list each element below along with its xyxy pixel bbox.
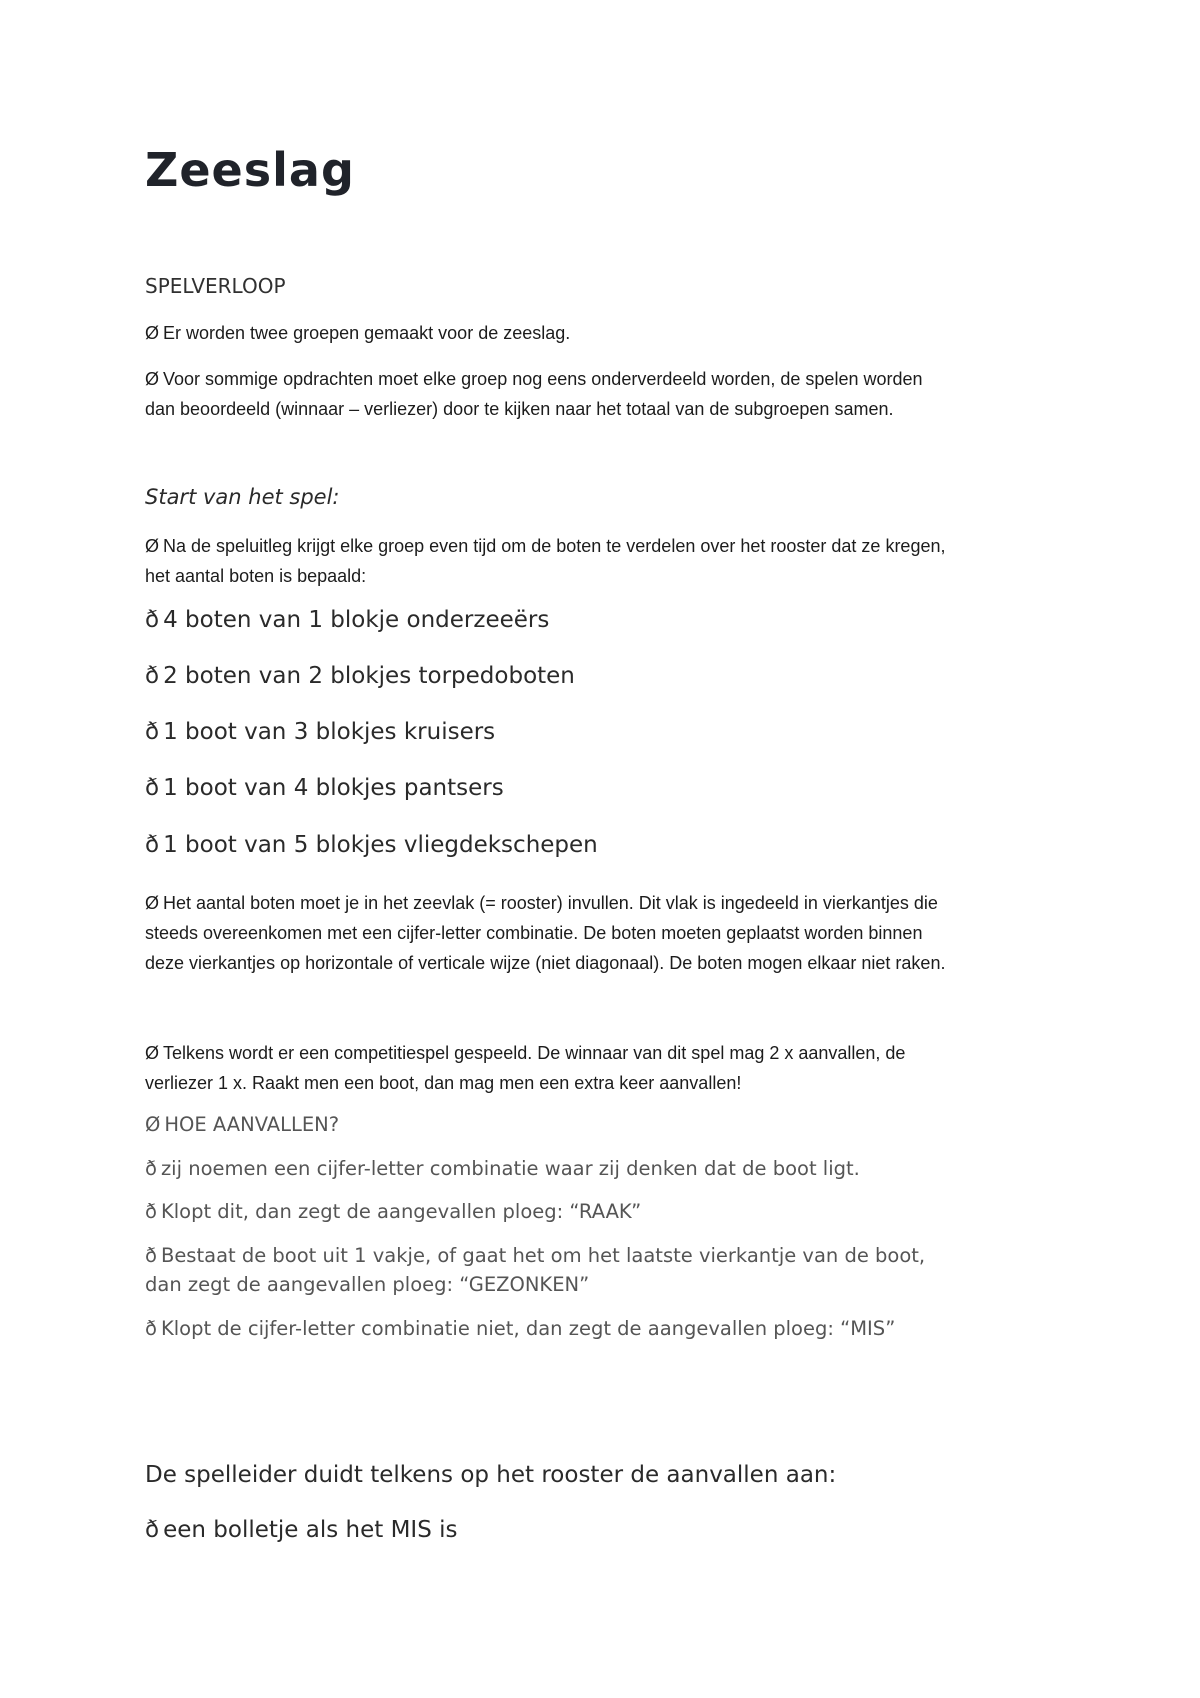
bullet-marker: Ø (145, 369, 160, 389)
attack-heading-text: HOE AANVALLEN? (164, 1113, 340, 1136)
bullet-marker: Ø (145, 1043, 160, 1063)
start-heading: Start van het spel: (145, 485, 340, 509)
start-bullet-line-2: het aantal boten is bepaald: (145, 566, 367, 586)
competition-bullet-text-1: Telkens wordt er een competitiespel gespeeld. De winnaar van dit spel mag 2 x aanvallen, de (163, 1043, 906, 1063)
intro-bullet-2-line-2: dan beoordeeld (winnaar – verliezer) door te kijken naar het totaal van de subgroepen samen. (145, 399, 894, 419)
intro-bullet-1 (145, 318, 570, 348)
attack-item-1 (145, 1154, 860, 1183)
section-heading: SPELVERLOOP (145, 274, 286, 298)
arrow-bullet-icon: ð (145, 775, 160, 801)
bullet-marker: Ø (145, 536, 160, 556)
arrow-bullet-icon: ð (145, 1244, 157, 1267)
arrow-bullet-icon: ð (145, 719, 160, 745)
boat-item-4 (145, 772, 504, 804)
document-title: Zeeslag (145, 143, 355, 197)
attack-item-4 (145, 1314, 895, 1343)
bullet-marker: Ø (145, 893, 160, 913)
arrow-bullet-icon: ð (145, 1317, 157, 1340)
attack-item-text: Klopt dit, dan zegt de aangevallen ploeg: “RAAK” (160, 1200, 642, 1223)
boat-item-text: 1 boot van 3 blokjes kruisers (163, 719, 496, 745)
grid-bullet-text-1: Het aantal boten moet je in het zeevlak (= rooster) invullen. Dit vlak is ingedeeld in vierkantjes die (163, 893, 938, 913)
boat-item-1 (145, 604, 549, 636)
boat-item-3 (145, 716, 495, 748)
leader-bullet-text: een bolletje als het MIS is (163, 1517, 458, 1543)
leader-line: De spelleider duidt telkens op het rooster de aanvallen aan: (145, 1462, 837, 1488)
bullet-marker: Ø (145, 323, 160, 343)
arrow-bullet-icon: ð (145, 832, 160, 858)
attack-item-text: Bestaat de boot uit 1 vakje, of gaat het om het laatste vierkantje van de boot, (160, 1244, 926, 1267)
grid-bullet-line-2: steeds overeenkomen met een cijfer-letter combinatie. De boten moeten geplaatst worden binnen (145, 923, 923, 943)
boat-item-2 (145, 660, 575, 692)
attack-item-2 (145, 1197, 641, 1226)
boat-item-text: 1 boot van 5 blokjes vliegdekschepen (163, 832, 598, 858)
boat-item-5 (145, 829, 598, 861)
arrow-bullet-icon: ð (145, 1517, 160, 1543)
boat-item-text: 2 boten van 2 blokjes torpedoboten (163, 663, 575, 689)
grid-bullet-line-3: deze vierkantjes op horizontale of verticale wijze (niet diagonaal). De boten mogen elkaar niet raken. (145, 953, 946, 973)
competition-bullet-line-2: verliezer 1 x. Raakt men een boot, dan mag men een extra keer aanvallen! (145, 1073, 742, 1093)
bullet-marker: Ø (145, 1113, 161, 1136)
arrow-bullet-icon: ð (145, 1200, 157, 1223)
competition-bullet-line-1 (145, 1038, 905, 1068)
start-bullet-text-1: Na de speluitleg krijgt elke groep even tijd om de boten te verdelen over het rooster dat ze kregen, (163, 536, 946, 556)
intro-bullet-2-line-1 (145, 364, 923, 394)
attack-item-3-line-1 (145, 1241, 925, 1270)
arrow-bullet-icon: ð (145, 607, 160, 633)
intro-bullet-2-text-1: Voor sommige opdrachten moet elke groep nog eens onderverdeeld worden, de spelen worden (163, 369, 923, 389)
arrow-bullet-icon: ð (145, 1157, 157, 1180)
attack-item-3-line-2: dan zegt de aangevallen ploeg: “GEZONKEN” (145, 1273, 590, 1296)
arrow-bullet-icon: ð (145, 663, 160, 689)
boat-item-text: 4 boten van 1 blokje onderzeeërs (163, 607, 550, 633)
leader-bullet (145, 1514, 458, 1546)
intro-bullet-1-text: Er worden twee groepen gemaakt voor de zeeslag. (163, 323, 571, 343)
start-bullet-line-1 (145, 531, 945, 561)
attack-item-text: zij noemen een cijfer-letter combinatie waar zij denken dat de boot ligt. (160, 1157, 860, 1180)
grid-bullet-line-1 (145, 888, 938, 918)
attack-heading (145, 1110, 339, 1139)
attack-item-text: Klopt de cijfer-letter combinatie niet, dan zegt de aangevallen ploeg: “MIS” (160, 1317, 896, 1340)
boat-item-text: 1 boot van 4 blokjes pantsers (163, 775, 504, 801)
